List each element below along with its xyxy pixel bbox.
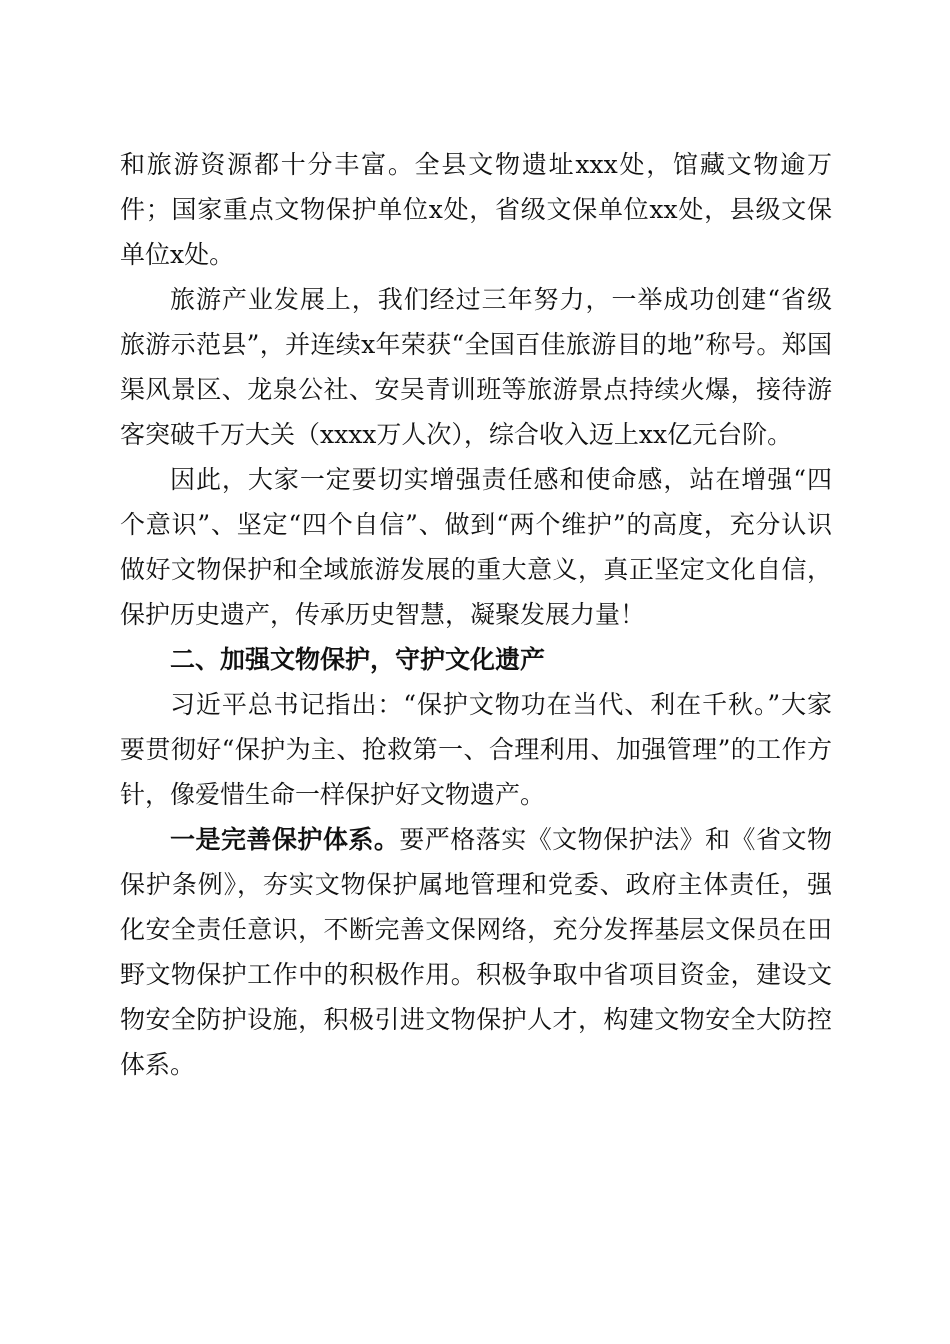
paragraph-resources: 和旅游资源都十分丰富。全县文物遗址xxx处，馆藏文物逾万件；国家重点文物保护单位x处，省级文保单位xx处，县级文保单位x处。 [120, 150, 832, 269]
paragraph-protection-system [120, 817, 832, 1087]
document-page [120, 142, 832, 1087]
paragraph-lead: 一是完善保护体系。 [170, 825, 400, 854]
paragraph-tourism: 旅游产业发展上，我们经过三年努力，一举成功创建“省级旅游示范县”，并连续x年荣获“全国百佳旅游目的地”称号。郑国渠风景区、龙泉公社、安吴青训班等旅游景点持续火爆，接待游客突破千万大关（xxxx万人次），综合收入迈上xx亿元台阶。 [120, 285, 832, 449]
paragraph-body: 要严格落实《文物保护法》和《省文物保护条例》，夯实文物保护属地管理和党委、政府主体责任，强化安全责任意识，不断完善文保网络，充分发挥基层文保员在田野文物保护工作中的积极作用。积极争取中省项目资金，建设文物安全防护设施，积极引进文物保护人才，构建文物安全大防控体系。 [120, 825, 832, 1079]
section-heading: 二、加强文物保护，守护文化遗产 [170, 645, 546, 674]
paragraph-significance: 因此，大家一定要切实增强责任感和使命感，站在增强“四个意识”、坚定“四个自信”、做到“两个维护”的高度，充分认识做好文物保护和全域旅游发展的重大意义，真正坚定文化自信，保护历史遗产，传承历史智慧，凝聚发展力量！ [120, 465, 832, 629]
paragraph-quote: 习近平总书记指出：“保护文物功在当代、利在千秋。”大家要贯彻好“保护为主、抢救第一、合理利用、加强管理”的工作方针，像爱惜生命一样保护好文物遗产。 [120, 690, 832, 809]
